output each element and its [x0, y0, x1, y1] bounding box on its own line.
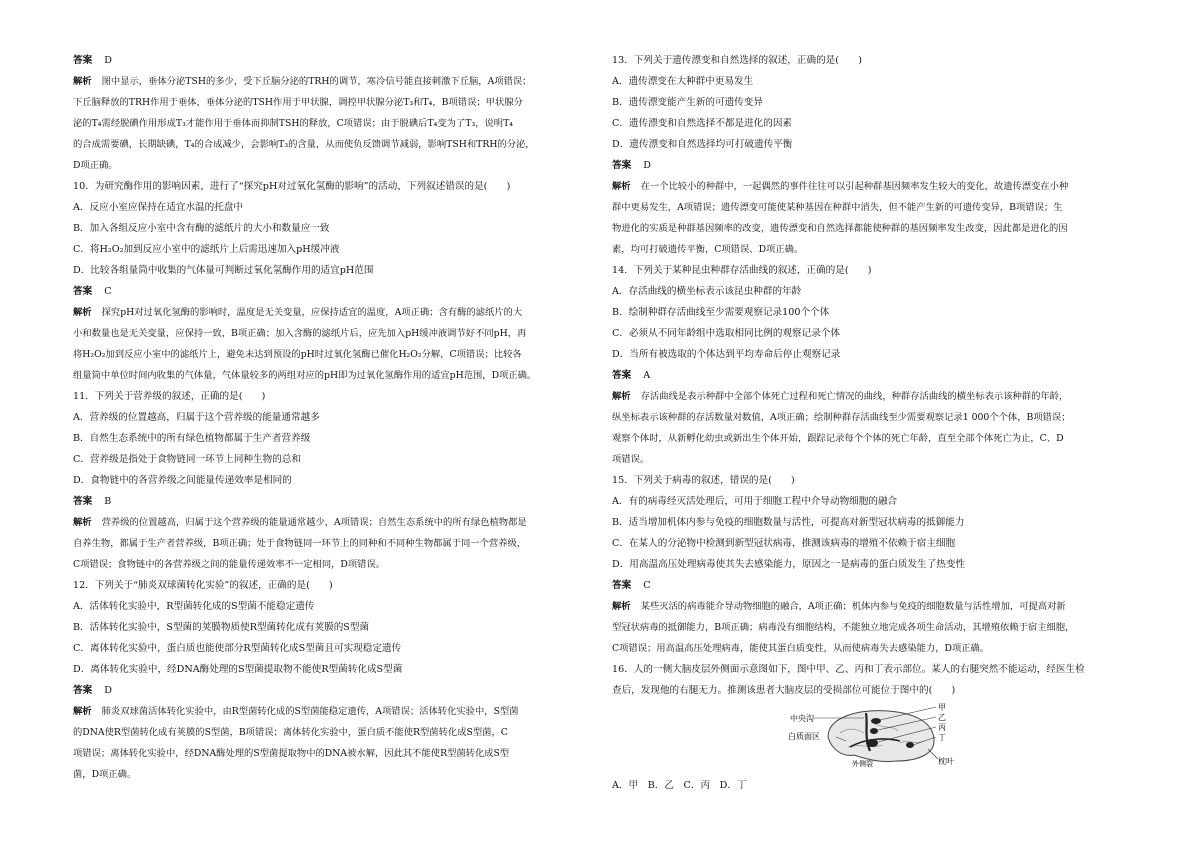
explain-label: 解析 — [73, 706, 92, 717]
explain-line: C项错误；食物链中的各营养级之间的能量传递效率不一定相同，D项错误。 — [73, 559, 386, 570]
explain-label: 解析 — [73, 76, 92, 87]
answer-line-q9 — [73, 50, 601, 71]
label-yi: 乙 — [938, 713, 946, 722]
left-column — [73, 50, 601, 785]
explain-line: 泌的T₄需经脱碘作用形成T₃才能作用于垂体而抑制TSH的释放，C项错误；由于脱碘后T₄变为了T₃，说明T₄ — [73, 118, 514, 129]
explain-line: 下丘脑释放的TRH作用于垂体，垂体分泌的TSH作用于甲状腺，调控甲状腺分泌T₃和T₄，B项错误；甲状腺分 — [73, 97, 523, 108]
answer-value: A — [643, 370, 651, 381]
brain-figure — [612, 703, 1140, 769]
answer-line-q13 — [612, 155, 1140, 176]
answer-label: 答案 — [612, 580, 632, 591]
label-occipital-lobe: 枕叶 — [938, 757, 954, 766]
answer-label: 答案 — [612, 370, 632, 381]
explain-line: 组量筒中单位时间内收集的气体量，气体量较多的两组对应的pH即为过氧化氢酶作用的适宜pH范围，D项正确。 — [73, 370, 537, 381]
label-ding: 丁 — [938, 733, 946, 742]
question-stem-q14: 14．下列关于某种昆虫种群存活曲线的叙述，正确的是( ) — [612, 265, 872, 276]
question-stem-q15: 15．下列关于病毒的叙述，错误的是( ) — [612, 475, 795, 486]
explain-label: 解析 — [73, 307, 92, 318]
answer-label: 答案 — [73, 685, 93, 696]
explain-line: D项正确。 — [73, 160, 118, 171]
explain-line: 自养生物，都属于生产者营养级，B项正确；处于食物链同一环节上的同种和不同种生物都属于同一个营养级， — [73, 538, 527, 549]
brain-outline — [828, 711, 934, 762]
option-line: D．食物链中的各营养级之间能量传递效率是相同的 — [73, 475, 292, 486]
label-lateral-fissure: 外侧裂 — [852, 760, 873, 767]
option-line: B．活体转化实验中，S型菌的荚膜物质使R型菌转化成有荚膜的S型菌 — [73, 622, 370, 633]
option-line: C．离体转化实验中，蛋白质也能使部分R型菌转化成S型菌且可实现稳定遗传 — [73, 643, 402, 654]
explain-line: 将H₂O₂加到反应小室中的滤纸片上，避免未达到预设的pH时过氧化氢酶已催化H₂O₂分解，C项错误；比较各 — [73, 349, 522, 360]
region-mark — [871, 718, 881, 724]
option-line-q16: A．甲 B．乙 C．丙 D．丁 — [612, 780, 747, 791]
answer-label: 答案 — [73, 496, 93, 507]
option-line: A．遗传漂变在大种群中更易发生 — [612, 76, 754, 87]
explain-line: 群中更易发生，A项错误；遗传漂变可能使某种基因在种群中消失，但不能产生新的可遗传变异，B项错误；生 — [612, 202, 1063, 213]
option-line: A．反应小室应保持在适宜水温的托盘中 — [73, 202, 244, 213]
option-line: C．遗传漂变和自然选择不都是进化的因素 — [612, 118, 793, 129]
answer-value: B — [104, 496, 112, 507]
explain-line: 项错误。 — [612, 454, 650, 465]
right-column — [612, 50, 1140, 796]
explain-label: 解析 — [612, 391, 631, 402]
explain-line: 的DNA使R型菌转化成有荚膜的S型菌，B项错误；离体转化实验中，蛋白质不能使R型菌转化成S型菌，C — [73, 727, 508, 738]
explain-line: 小和数量也是无关变量，应保持一致，B项正确；加入含酶的滤纸片后，应先加入pH缓冲液调节好不同pH，再 — [73, 328, 527, 339]
option-line: C．在某人的分泌物中检测到新型冠状病毒，推测该病毒的增殖不依赖于宿主细胞 — [612, 538, 956, 549]
label-bing: 丙 — [938, 723, 946, 732]
answer-line-q15 — [612, 575, 1140, 596]
option-line: A．有的病毒经灭活处理后，可用于细胞工程中介导动物细胞的融合 — [612, 496, 898, 507]
explain-line: 解析 肺炎双球菌活体转化实验中，由R型菌转化成的S型菌能稳定遗传，A项错误；活体转化实验中，S型菌 — [73, 706, 519, 717]
question-stem-q10: 10．为研究酶作用的影响因素，进行了“探究pH对过氧化氢酶的影响”的活动，下列叙述错误的是( ) — [73, 181, 511, 192]
explain-line: 物进化的实质是种群基因频率的改变，遗传漂变和自然选择都能使种群的基因频率发生改变，因此都是进化的因 — [612, 223, 1068, 234]
region-mark — [866, 739, 878, 747]
answer-line-q11 — [73, 491, 601, 512]
label-central-sulcus: 中央沟 — [790, 714, 814, 723]
explain-label: 解析 — [612, 181, 631, 192]
option-line: B．绘制种群存活曲线至少需要观察记录100个个体 — [612, 307, 830, 318]
explain-label: 解析 — [612, 601, 631, 612]
answer-line-q14 — [612, 365, 1140, 386]
answer-line-q12 — [73, 680, 601, 701]
answer-value: D — [104, 55, 112, 66]
explain-line: 观察个体时，从新孵化幼虫或新出生个体开始，跟踪记录每个个体的死亡年龄，直至全部个体死亡为止，C、D — [612, 433, 1064, 444]
explain-line: 项错误；离体转化实验中，经DNA酶处理的S型菌提取物中的DNA被水解，因此其不能使R型菌转化成S型 — [73, 748, 510, 759]
explain-line: 解析 探究pH对过氧化氢酶的影响时，温度是无关变量，应保持适宜的温度，A项正确；含有酶的滤纸片的大 — [73, 307, 523, 318]
option-line: B．适当增加机体内参与免疫的细胞数量与活性，可提高对新型冠状病毒的抵御能力 — [612, 517, 965, 528]
option-line: D．比较各组量筒中收集的气体量可判断过氧化氢酶作用的适宜pH范围 — [73, 265, 374, 276]
question-stem-q11: 11．下列关于营养级的叙述，正确的是( ) — [73, 391, 266, 402]
option-line: B．自然生态系统中的所有绿色植物都属于生产者营养级 — [73, 433, 311, 444]
question-stem-q16: 查后，发现他的右腿无力。推测该患者大脑皮层的受损部位可能位于图中的( ) — [612, 685, 956, 696]
explain-line: C项错误；用高温高压处理病毒，能使其蛋白质变性，从而使病毒失去感染能力，D项正确。 — [612, 643, 990, 654]
option-line: C．营养级是指处于食物链同一环节上同种生物的总和 — [73, 454, 301, 465]
option-line: A．存活曲线的横坐标表示该昆虫种群的年龄 — [612, 286, 802, 297]
answer-label: 答案 — [73, 286, 93, 297]
option-line: B．遗传漂变能产生新的可遗传变异 — [612, 97, 763, 108]
region-mark — [870, 728, 878, 734]
explain-line: 素，均可打破遗传平衡，C项错误、D项正确。 — [612, 244, 804, 255]
option-line: B．加入各组反应小室中含有酶的滤纸片的大小和数量应一致 — [73, 223, 330, 234]
option-line: A．营养级的位置越高，归属于这个营养级的能量通常越多 — [73, 412, 320, 423]
explain-line: 解析 存活曲线是表示种群中全部个体死亡过程和死亡情况的曲线，种群存活曲线的横坐标表示该种群的年龄， — [612, 391, 1069, 402]
question-stem-q16: 16．人的一侧大脑皮层外侧面示意图如下，图中甲、乙、丙和丁表示部位。某人的右腿突然不能运动，经医生检 — [612, 664, 1085, 675]
region-mark — [906, 742, 914, 748]
option-line: D．用高温高压处理病毒使其失去感染能力，原因之一是病毒的蛋白质发生了热变性 — [612, 559, 966, 570]
explain-line: 的合成需要碘，长期缺碘，T₄的合成减少，会影响T₃的含量，从而使负反馈调节减弱，影响TSH和TRH的分泌， — [73, 139, 535, 150]
answer-value: D — [104, 685, 112, 696]
answer-line-q10 — [73, 281, 601, 302]
explain-label: 解析 — [73, 517, 92, 528]
explain-line: 解析 某些灭活的病毒能介导动物细胞的融合，A项正确；机体内参与免疫的细胞数量与活性增加，可提高对新 — [612, 601, 1066, 612]
answer-label: 答案 — [612, 160, 632, 171]
explain-line: 解析 在一个比较小的种群中，一起偶然的事件往往可以引起种群基因频率发生较大的变化，故遗传漂变在小种 — [612, 181, 1069, 192]
label-jia: 甲 — [938, 703, 946, 712]
question-stem-q13: 13．下列关于遗传漂变和自然选择的叙述，正确的是( ) — [612, 55, 862, 66]
brain-diagram — [788, 703, 958, 767]
explain-line: 解析 营养级的位置越高，归属于这个营养级的能量通常越少，A项错误；自然生态系统中的所有绿色植物都是 — [73, 517, 527, 528]
option-line: D．离体转化实验中，经DNA酶处理的S型菌提取物不能使R型菌转化成S型菌 — [73, 664, 403, 675]
question-stem-q12: 12．下列关于“肺炎双球菌转化实验”的叙述，正确的是( ) — [73, 580, 333, 591]
option-line: C．将H₂O₂加到反应小室中的滤纸片上后需迅速加入pH缓冲液 — [73, 244, 340, 255]
option-line: D．当所有被选取的个体达到平均寿命后停止观察记录 — [612, 349, 841, 360]
answer-value: C — [104, 286, 112, 297]
explain-line: 型冠状病毒的抵御能力，B项正确；病毒没有细胞结构，不能独立地完成各项生命活动，其增殖依赖于宿主细胞， — [612, 622, 1075, 633]
explain-line: 纵坐标表示该种群的存活数量对数值，A项正确；绘制种群存活曲线至少需要观察记录1 000个个体，B项错误； — [612, 412, 1071, 423]
answer-value: D — [643, 160, 651, 171]
option-line: A．活体转化实验中，R型菌转化成的S型菌不能稳定遗传 — [73, 601, 315, 612]
option-line: C．必须从不同年龄组中选取相同比例的观察记录个体 — [612, 328, 840, 339]
answer-label: 答案 — [73, 55, 93, 66]
option-line: D．遗传漂变和自然选择均可打破遗传平衡 — [612, 139, 793, 150]
pointer-line — [928, 749, 938, 759]
label-white-matter-area: 白质面区 — [788, 732, 820, 741]
answer-value: C — [643, 580, 651, 591]
explain-line: 菌，D项正确。 — [73, 769, 137, 780]
explain-line: 解析 图中显示，垂体分泌TSH的多少，受下丘脑分泌的TRH的调节，寒冷信号能直接刺激下丘脑，A项错误； — [73, 76, 532, 87]
